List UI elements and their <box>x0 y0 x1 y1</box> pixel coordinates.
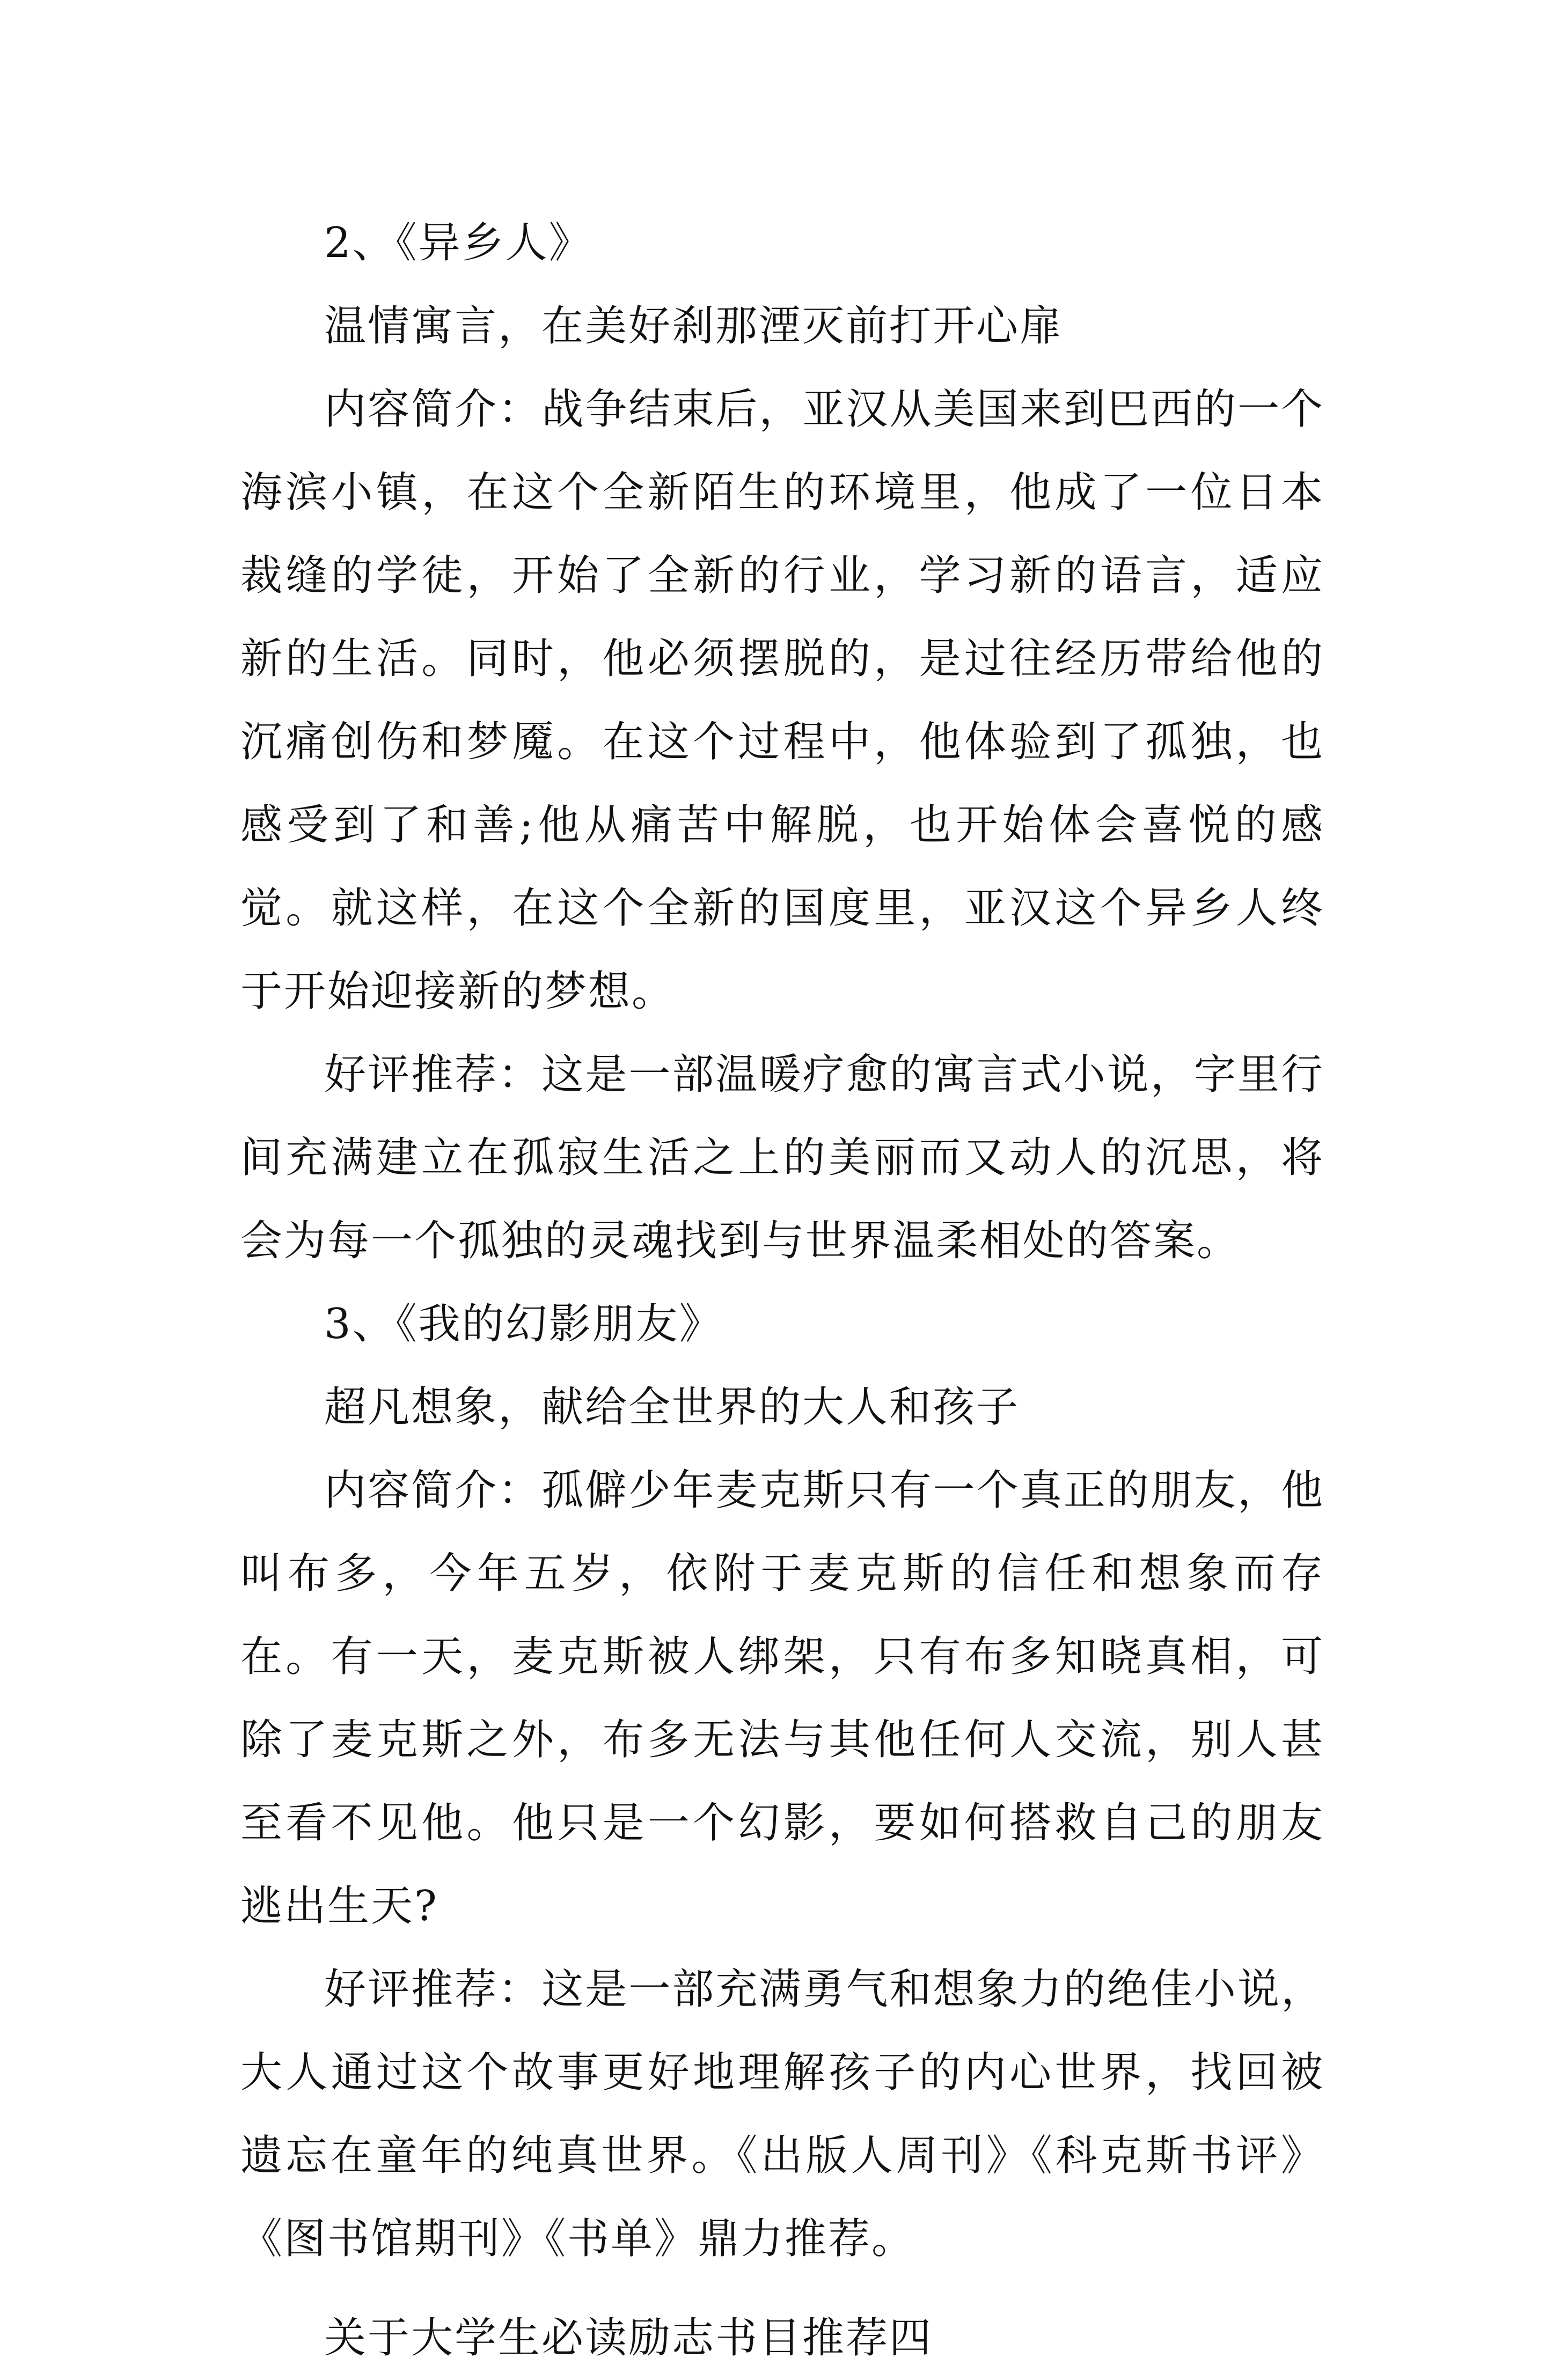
book-2-review: 好评推荐：这是一部温暖疗愈的寓言式小说，字里行间充满建立在孤寂生活之上的美丽而又动人的沉思，将会为每一个孤独的灵魂找到与世界温柔相处的答案。 <box>240 1051 1324 1265</box>
book-3-review: 好评推荐：这是一部充满勇气和想象力的绝佳小说，大人通过这个故事更好地理解孩子的内心世界，找回被遗忘在童年的纯真世界。《出版人周刊》《科克斯书评》《图书馆期刊》《书单》鼎力推荐。 <box>240 1965 1324 2263</box>
book-2-summary: 内容简介：战争结束后，亚汉从美国来到巴西的一个海滨小镇，在这个全新陌生的环境里，他成了一位日本裁缝的学徒，开始了全新的行业，学习新的语言，适应新的生活。同时，他必须摆脱的，是过往经历带给他的沉痛创伤和梦魇。在这个过程中，他体验到了孤独，也感受到了和善;他从痛苦中解脱，也开始体会喜悦的感觉。就这样，在这个全新的国度里，亚汉这个异乡人终于开始迎接新的梦想。 <box>240 385 1324 1016</box>
book-3-heading: 3、《我的幻影朋友》 <box>324 1300 723 1348</box>
section-heading: 关于大学生必读励志书目推荐四 <box>324 2314 933 2362</box>
book-3-tagline: 超凡想象，献给全世界的大人和孩子 <box>324 1383 1020 1431</box>
document-body <box>240 202 1324 2380</box>
book-2-tagline: 温情寓言，在美好刹那湮灭前打开心扉 <box>324 302 1064 350</box>
book-2-heading: 2、《异乡人》 <box>324 219 592 267</box>
book-3-summary: 内容简介：孤僻少年麦克斯只有一个真正的朋友，他叫布多，今年五岁，依附于麦克斯的信任和想象而存在。有一天，麦克斯被人绑架，只有布多知晓真相，可除了麦克斯之外，布多无法与其他任何人交流，别人甚至看不见他。他只是一个幻影，要如何搭救自己的朋友逃出生天? <box>240 1466 1324 1930</box>
